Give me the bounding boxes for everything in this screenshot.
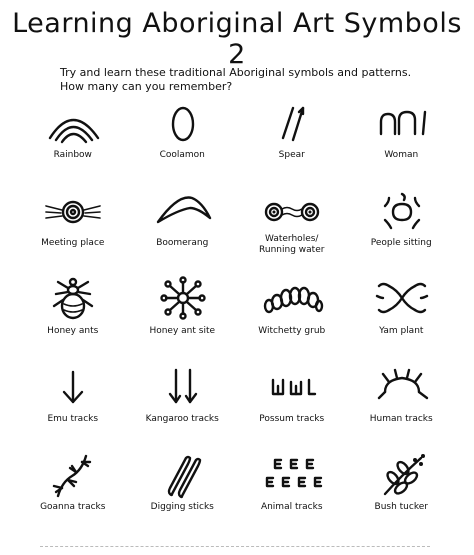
intro-line-2: How many can you remember? — [60, 80, 233, 93]
symbol-label: Emu tracks — [47, 414, 99, 424]
symbol-card-people-sitting — [347, 188, 457, 276]
symbol-card-witchetty-grub — [237, 276, 347, 364]
symbol-label: Honey ants — [47, 326, 99, 336]
symbol-label: Digging sticks — [150, 502, 214, 512]
bush-tucker-icon — [371, 452, 433, 508]
symbol-label: Rainbow — [53, 150, 92, 160]
symbol-card-possum-tracks — [237, 364, 347, 452]
symbol-label: Honey ant site — [149, 326, 216, 336]
symbol-label: Possum tracks — [259, 414, 325, 424]
symbol-card-honey-ants — [18, 276, 128, 364]
symbol-card-boomerang — [128, 188, 238, 276]
bottom-divider — [40, 546, 430, 547]
kangaroo-tracks-icon — [152, 364, 214, 420]
symbol-card-waterholes — [237, 188, 347, 276]
spear-icon — [261, 100, 323, 156]
honey-ant-site-icon — [152, 276, 214, 332]
symbol-label — [237, 234, 347, 256]
symbol-card-woman — [347, 100, 457, 188]
symbol-card-yam-plant — [347, 276, 457, 364]
symbol-label: Human tracks — [369, 414, 433, 424]
symbol-card-goanna-tracks — [18, 452, 128, 540]
symbol-card-human-tracks — [347, 364, 457, 452]
symbol-card-digging-sticks — [128, 452, 238, 540]
symbol-card-animal-tracks — [237, 452, 347, 540]
human-tracks-icon — [371, 364, 433, 420]
symbol-label: Bush tucker — [374, 502, 428, 512]
symbol-card-bush-tucker — [347, 452, 457, 540]
symbol-label: Boomerang — [156, 238, 209, 248]
meeting-place-icon — [42, 188, 104, 244]
rainbow-icon — [42, 100, 104, 156]
yam-plant-icon — [371, 276, 433, 332]
page-title: Learning Aboriginal Art Symbols 2 — [12, 8, 462, 70]
symbol-label: Spear — [278, 150, 305, 160]
witchetty-grub-icon — [261, 276, 323, 332]
people-sitting-icon — [371, 188, 433, 244]
symbol-label: Meeting place — [41, 238, 105, 248]
possum-tracks-icon — [261, 364, 323, 420]
animal-tracks-icon — [261, 452, 323, 508]
symbols-grid — [18, 100, 456, 540]
symbol-label: Kangaroo tracks — [145, 414, 219, 424]
symbol-card-honey-ant-site — [128, 276, 238, 364]
coolamon-icon — [152, 100, 214, 156]
symbol-label: Coolamon — [159, 150, 205, 160]
symbol-label-line-1: Waterholes/ — [265, 234, 319, 244]
symbol-label: Yam plant — [379, 326, 424, 336]
digging-sticks-icon — [152, 452, 214, 508]
symbol-card-rainbow — [18, 100, 128, 188]
emu-tracks-icon — [42, 364, 104, 420]
symbol-card-spear — [237, 100, 347, 188]
symbol-card-kangaroo-tracks — [128, 364, 238, 452]
goanna-tracks-icon — [42, 452, 104, 508]
symbol-card-coolamon — [128, 100, 238, 188]
honey-ants-icon — [42, 276, 104, 332]
woman-icon — [371, 100, 433, 156]
symbol-label: Witchetty grub — [258, 326, 326, 336]
symbol-label-line-2: Running water — [259, 245, 325, 255]
boomerang-icon — [152, 188, 214, 244]
symbol-label: Goanna tracks — [40, 502, 106, 512]
symbol-label: Animal tracks — [260, 502, 323, 512]
symbol-card-emu-tracks — [18, 364, 128, 452]
symbol-label: People sitting — [370, 238, 432, 248]
intro-line-1: Try and learn these traditional Aboriginal symbols and patterns. — [60, 66, 412, 79]
intro-text — [60, 66, 460, 94]
symbol-card-meeting-place — [18, 188, 128, 276]
symbol-label: Woman — [384, 150, 419, 160]
